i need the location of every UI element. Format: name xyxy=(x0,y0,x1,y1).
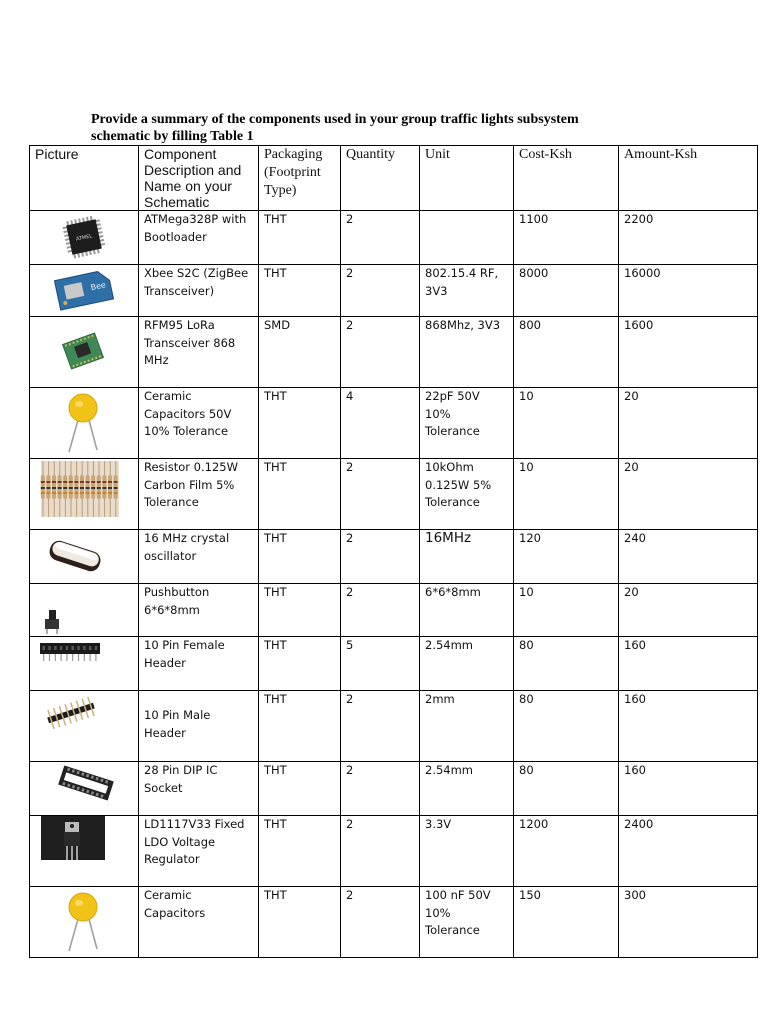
packaging-cell: THT xyxy=(259,388,341,459)
female-header-icon xyxy=(35,637,133,690)
unit-cell: 2.54mm xyxy=(420,762,514,816)
svg-text:ATMEL: ATMEL xyxy=(75,233,93,243)
cost-cell: 80 xyxy=(514,762,619,816)
packaging-cell: THT xyxy=(259,762,341,816)
component-description: LD1117V33 Fixed LDO Voltage Regulator xyxy=(139,816,259,887)
resistor-strip-icon xyxy=(35,459,133,529)
unit-cell xyxy=(420,211,514,265)
amount-cell: 1600 xyxy=(619,317,758,388)
quantity-cell: 2 xyxy=(341,211,420,265)
amount-cell: 240 xyxy=(619,530,758,584)
cost-cell: 10 xyxy=(514,388,619,459)
amount-cell: 160 xyxy=(619,691,758,762)
header-packaging: Packaging (Footprint Type) xyxy=(259,146,341,211)
component-description: 10 Pin Male Header xyxy=(139,691,259,762)
component-description: ATMega328P with Bootloader xyxy=(139,211,259,265)
packaging-cell: THT xyxy=(259,211,341,265)
quantity-cell: 2 xyxy=(341,265,420,317)
table-row xyxy=(30,211,758,265)
unit-cell: 100 nF 50V 10% Tolerance xyxy=(420,887,514,958)
cost-cell: 800 xyxy=(514,317,619,388)
header-description: Component Description and Name on your Schematic xyxy=(139,146,259,211)
amount-cell: 20 xyxy=(619,584,758,637)
lora-module-icon xyxy=(35,317,133,387)
packaging-cell: THT xyxy=(259,691,341,762)
component-description: 10 Pin Female Header xyxy=(139,637,259,691)
cost-cell: 150 xyxy=(514,887,619,958)
amount-cell: 2200 xyxy=(619,211,758,265)
quantity-cell: 2 xyxy=(341,816,420,887)
unit-cell: 6*6*8mm xyxy=(420,584,514,637)
component-picture xyxy=(30,530,139,584)
instructions-line-2: schematic by filling Table 1 xyxy=(91,129,254,144)
unit-cell: 16MHz xyxy=(420,530,514,584)
amount-cell: 300 xyxy=(619,887,758,958)
microcontroller-chip-icon xyxy=(35,211,133,264)
table-row xyxy=(30,816,758,887)
component-picture xyxy=(30,691,139,762)
voltage-regulator-icon xyxy=(35,816,133,886)
component-picture xyxy=(30,762,139,816)
unit-cell: 3.3V xyxy=(420,816,514,887)
amount-cell: 2400 xyxy=(619,816,758,887)
quantity-cell: 2 xyxy=(341,887,420,958)
packaging-cell: THT xyxy=(259,584,341,637)
amount-cell: 160 xyxy=(619,637,758,691)
cost-cell: 8000 xyxy=(514,265,619,317)
xbee-module-icon xyxy=(35,265,133,316)
table-row xyxy=(30,584,758,637)
quantity-cell: 2 xyxy=(341,584,420,637)
crystal-oscillator-icon xyxy=(35,530,133,583)
component-picture xyxy=(30,317,139,388)
table-row xyxy=(30,530,758,584)
component-picture xyxy=(30,637,139,691)
unit-cell: 2.54mm xyxy=(420,637,514,691)
instructions-line-1: Provide a summary of the components used in your group traffic lights subsystem xyxy=(91,112,579,127)
component-description: Pushbutton 6*6*8mm xyxy=(139,584,259,637)
component-picture xyxy=(30,816,139,887)
instructions-text xyxy=(91,111,711,145)
unit-cell: 802.15.4 RF, 3V3 xyxy=(420,265,514,317)
quantity-cell: 2 xyxy=(341,459,420,530)
cost-cell: 10 xyxy=(514,459,619,530)
component-picture xyxy=(30,211,139,265)
packaging-cell: THT xyxy=(259,459,341,530)
quantity-cell: 2 xyxy=(341,317,420,388)
header-picture: Picture xyxy=(30,146,139,211)
packaging-cell: SMD xyxy=(259,317,341,388)
component-description: RFM95 LoRa Transceiver 868 MHz xyxy=(139,317,259,388)
component-picture xyxy=(30,584,139,637)
quantity-cell: 4 xyxy=(341,388,420,459)
table-row xyxy=(30,459,758,530)
unit-cell: 2mm xyxy=(420,691,514,762)
cost-cell: 1200 xyxy=(514,816,619,887)
quantity-cell: 5 xyxy=(341,637,420,691)
packaging-cell: THT xyxy=(259,816,341,887)
component-picture xyxy=(30,459,139,530)
packaging-cell: THT xyxy=(259,265,341,317)
packaging-cell: THT xyxy=(259,530,341,584)
table-header-row xyxy=(30,146,758,211)
table-row xyxy=(30,317,758,388)
table-row xyxy=(30,691,758,762)
component-picture xyxy=(30,887,139,958)
header-cost: Cost-Ksh xyxy=(514,146,619,211)
component-picture xyxy=(30,265,139,317)
component-description: Ceramic Capacitors 50V 10% Tolerance xyxy=(139,388,259,459)
packaging-cell: THT xyxy=(259,637,341,691)
component-description: 16 MHz crystal oscillator xyxy=(139,530,259,584)
component-picture xyxy=(30,388,139,459)
amount-cell: 16000 xyxy=(619,265,758,317)
cost-cell: 80 xyxy=(514,691,619,762)
unit-cell: 868Mhz, 3V3 xyxy=(420,317,514,388)
packaging-cell: THT xyxy=(259,887,341,958)
amount-cell: 20 xyxy=(619,388,758,459)
ceramic-capacitor-icon xyxy=(35,388,133,458)
components-table xyxy=(29,145,758,958)
header-unit: Unit xyxy=(420,146,514,211)
unit-cell: 10kOhm 0.125W 5% Tolerance xyxy=(420,459,514,530)
cost-cell: 80 xyxy=(514,637,619,691)
table-row xyxy=(30,265,758,317)
header-amount: Amount-Ksh xyxy=(619,146,758,211)
amount-cell: 20 xyxy=(619,459,758,530)
component-description: Resistor 0.125W Carbon Film 5% Tolerance xyxy=(139,459,259,530)
unit-cell: 22pF 50V 10% Tolerance xyxy=(420,388,514,459)
table-row xyxy=(30,762,758,816)
component-description: 28 Pin DIP IC Socket xyxy=(139,762,259,816)
male-header-icon xyxy=(35,691,133,761)
cost-cell: 120 xyxy=(514,530,619,584)
svg-text:Bee: Bee xyxy=(89,280,107,293)
component-description: Ceramic Capacitors xyxy=(139,887,259,958)
amount-cell: 160 xyxy=(619,762,758,816)
component-description: Xbee S2C (ZigBee Transceiver) xyxy=(139,265,259,317)
cost-cell: 10 xyxy=(514,584,619,637)
ic-socket-icon xyxy=(35,762,133,815)
header-quantity: Quantity xyxy=(341,146,420,211)
table-row xyxy=(30,637,758,691)
quantity-cell: 2 xyxy=(341,530,420,584)
cost-cell: 1100 xyxy=(514,211,619,265)
table-row xyxy=(30,887,758,958)
ceramic-capacitor-icon xyxy=(35,887,133,957)
quantity-cell: 2 xyxy=(341,691,420,762)
pushbutton-icon xyxy=(35,584,133,636)
quantity-cell: 2 xyxy=(341,762,420,816)
table-row xyxy=(30,388,758,459)
